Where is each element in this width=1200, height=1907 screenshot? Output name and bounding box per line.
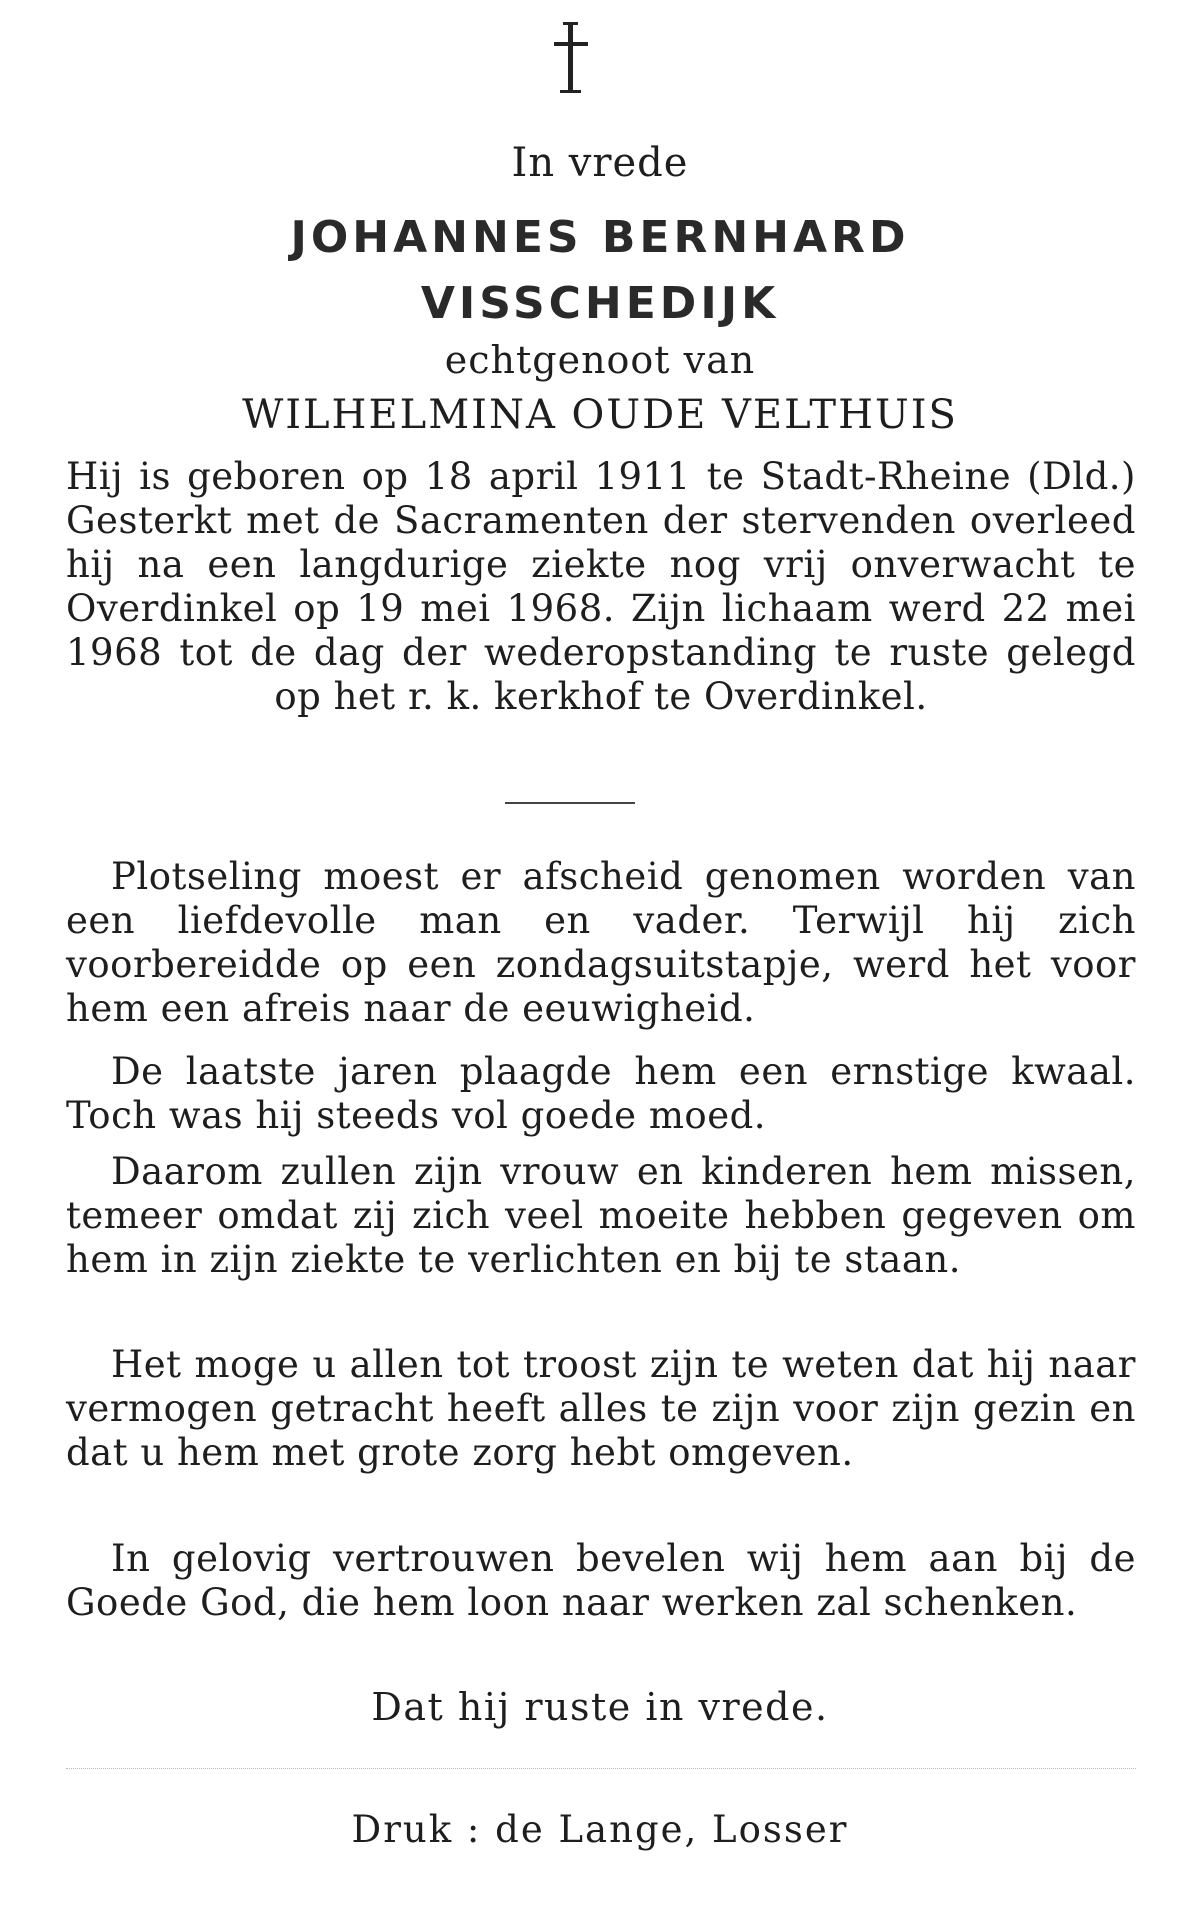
section-divider [505, 802, 635, 804]
deceased-name-line2: VISSCHEDIJK [420, 278, 780, 329]
paragraph-5: In gelovig vertrouwen bevelen wij hem aan bij de Goede God, die hem loon naar werken zal schenken. [66, 1537, 1136, 1624]
paragraph-3: Daarom zullen zijn vrouw en kinderen hem missen, temeer omdat zij zich veel moeite hebben gegeven om hem in zijn ziekte te verlichten en bij te staan. [66, 1150, 1136, 1281]
spouse-name: WILHELMINA OUDE VELTHUIS [242, 392, 958, 438]
footer-divider [66, 1768, 1136, 1769]
biography-text: Hij is geboren op 18 april 1911 te Stadt-Rheine (Dld.) Gesterkt met de Sacramenten der stervenden overleed hij na een langdurige ziekte nog vrij onverwacht te Overdinkel op 19 mei 1968. Zijn lichaam werd 22 mei 1968 tot de dag der wederopstanding te ruste gelegd op het r. k. kerkhof te Overdinkel. [66, 455, 1136, 718]
closing-line: Dat hij ruste in vrede. [371, 1685, 829, 1729]
paragraph-2: De laatste jaren plaagde hem een ernstige kwaal. Toch was hij steeds vol goede moed. [66, 1050, 1136, 1137]
paragraph-1: Plotseling moest er afscheid genomen worden van een liefdevolle man en vader. Terwijl hij zich voorbereidde op een zondagsuitstapje, werd het voor hem een afreis naar de eeuwigheid. [66, 855, 1136, 1030]
spouse-label: echtgenoot van [444, 338, 756, 382]
in-vrede-heading: In vrede [511, 140, 689, 186]
printer-credit: Druk : de Lange, Losser [351, 1808, 849, 1851]
deceased-name-line1: JOHANNES BERNHARD [290, 212, 910, 263]
cross-icon [546, 22, 596, 94]
paragraph-4: Het moge u allen tot troost zijn te weten dat hij naar vermogen getracht heeft alles te zijn voor zijn gezin en dat u hem met grote zorg hebt omgeven. [66, 1343, 1136, 1474]
